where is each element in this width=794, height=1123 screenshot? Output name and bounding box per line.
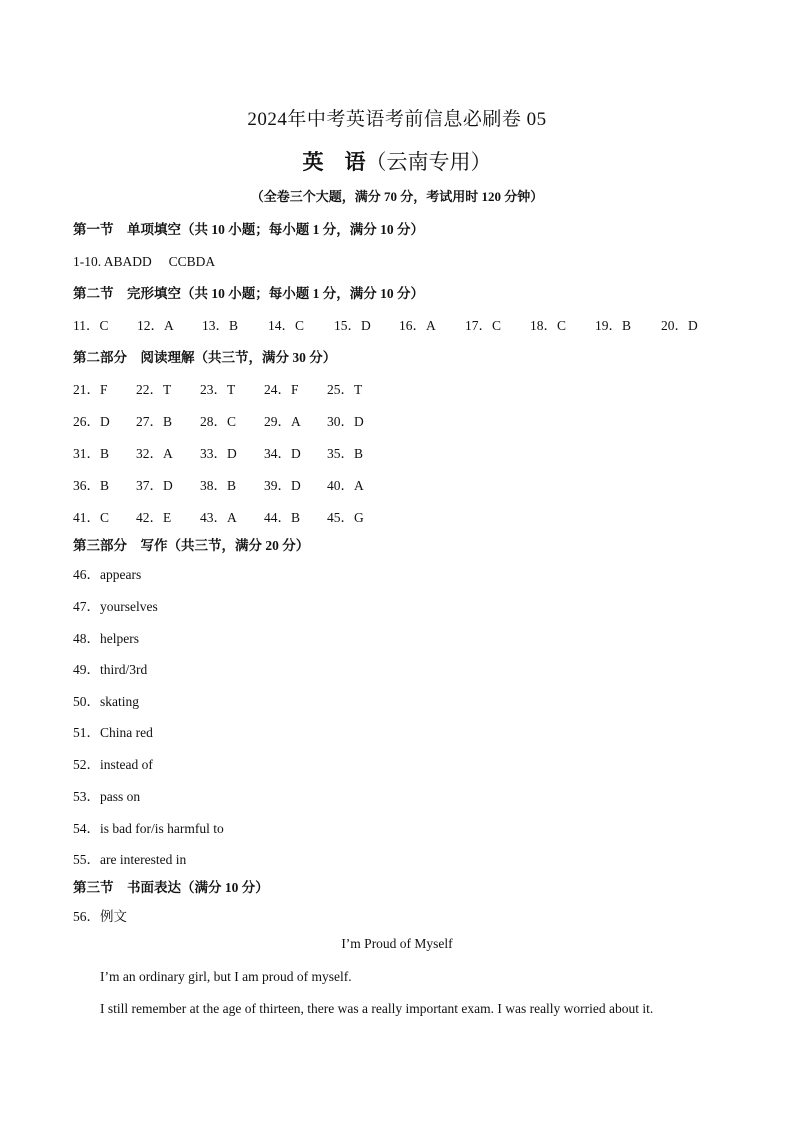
section-single-choice: 第一节 单项填空（共 10 小题；每小题 1 分，满分 10 分） — [73, 222, 424, 237]
section-reading: 第二部分 阅读理解（共三节，满分 30 分） — [73, 350, 337, 365]
reading-answers-row — [73, 474, 733, 492]
writing-answer: 54．is bad for/is harmful to — [73, 821, 224, 836]
answer-item: 32．A — [136, 446, 173, 461]
writing-answer: 47．yourselves — [73, 599, 158, 614]
answer-item: 37．D — [136, 478, 173, 493]
subject-region: （云南专用） — [365, 150, 492, 174]
answer-item: 23．T — [200, 382, 236, 397]
q56-label: 56．例文 — [73, 909, 127, 924]
answer-item: 44．B — [264, 510, 301, 525]
writing-answer: 50．skating — [73, 694, 139, 709]
page-title: 2024年中考英语考前信息必刷卷 05 — [247, 109, 547, 130]
writing-answer: 55．are interested in — [73, 852, 187, 867]
answer-item: 29．A — [264, 414, 301, 429]
answer-item: 13．B — [202, 318, 239, 333]
section-writing: 第三部分 写作（共三节，满分 20 分） — [73, 538, 310, 553]
section-cloze: 第二节 完形填空（共 10 小题；每小题 1 分，满分 10 分） — [73, 286, 424, 301]
answer-item: 41．C — [73, 510, 110, 525]
answer-item: 35．B — [327, 446, 364, 461]
answer-item: 38．B — [200, 478, 237, 493]
subject-name: 英 语 — [302, 150, 366, 174]
answer-item: 11．C — [73, 318, 109, 333]
answer-item: 15．D — [334, 318, 371, 333]
answer-item: 26．D — [73, 414, 110, 429]
section-composition: 第三节 书面表达（满分 10 分） — [73, 880, 269, 895]
reading-answers-row — [73, 410, 733, 428]
answer-item: 19．B — [595, 318, 632, 333]
answer-item: 42．E — [136, 510, 172, 525]
writing-answer: 51．China red — [73, 725, 153, 740]
writing-answer: 52．instead of — [73, 757, 153, 772]
writing-answer: 49．third/3rd — [73, 662, 148, 677]
answer-item: 22．T — [136, 382, 172, 397]
essay-paragraph: I still remember at the age of thirteen, there was a really important exam. I was really worried about it. — [100, 1001, 654, 1016]
answer-item: 14．C — [268, 318, 305, 333]
reading-answers-row — [73, 442, 733, 460]
writing-answer: 46．appears — [73, 567, 142, 582]
answer-item: 34．D — [264, 446, 301, 461]
cloze-answers-row — [73, 314, 733, 332]
answer-item: 25．T — [327, 382, 363, 397]
answer-item: 39．D — [264, 478, 301, 493]
answer-item: 17．C — [465, 318, 502, 333]
subject-title — [0, 146, 794, 176]
answer-item: 24．F — [264, 382, 299, 397]
answer-item: 12．A — [137, 318, 174, 333]
writing-answer: 53．pass on — [73, 789, 141, 804]
answer-item: 28．C — [200, 414, 237, 429]
writing-answer: 48．helpers — [73, 631, 139, 646]
answer-item: 30．D — [327, 414, 364, 429]
answer-item: 43．A — [200, 510, 237, 525]
answer-item: 36．B — [73, 478, 110, 493]
answer-item: 45．G — [327, 510, 364, 525]
answer-item: 40．A — [327, 478, 364, 493]
answer-item: 33．D — [200, 446, 237, 461]
answer-item: 21．F — [73, 382, 108, 397]
essay-title: I’m Proud of Myself — [341, 936, 453, 951]
answer-item: 16．A — [399, 318, 436, 333]
answer-item: 27．B — [136, 414, 173, 429]
exam-note: （全卷三个大题，满分 70 分，考试用时 120 分钟） — [250, 189, 544, 204]
answers-1-10: 1-10. ABADD CCBDA — [73, 254, 216, 269]
answer-item: 31．B — [73, 446, 110, 461]
essay-paragraph: I’m an ordinary girl, but I am proud of myself. — [100, 969, 352, 984]
answer-item: 18．C — [530, 318, 567, 333]
reading-answers-row — [73, 506, 733, 524]
answer-item: 20．D — [661, 318, 698, 333]
reading-answers-row — [73, 378, 733, 396]
